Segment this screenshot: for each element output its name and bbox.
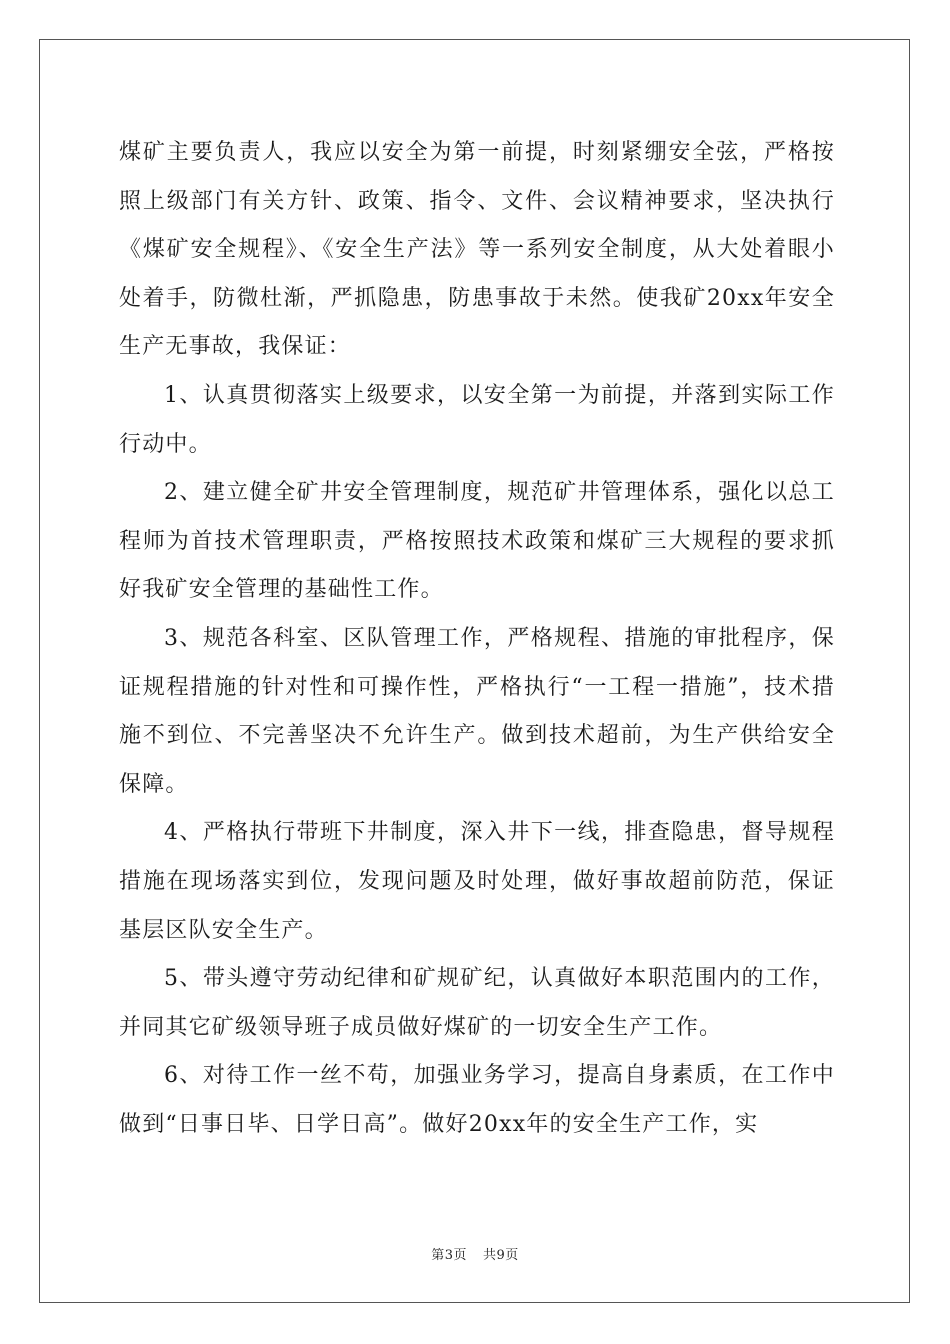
paragraph-item-4: 4、严格执行带班下井制度，深入井下一线，排查隐患，督导规程措施在现场落实到位，发现问题及时处理，做好事故超前防范，保证基层区队安全生产。 <box>119 820 835 943</box>
page-footer <box>0 1244 950 1263</box>
paragraph-item-2: 2、建立健全矿井安全管理制度，规范矿井管理体系，强化以总工程师为首技术管理职责，严格按照技术政策和煤矿三大规程的要求抓好我矿安全管理的基础性工作。 <box>119 480 835 603</box>
paragraph-intro: 煤矿主要负责人，我应以安全为第一前提，时刻紧绷安全弦，严格按照上级部门有关方针、政策、指令、文件、会议精神要求，坚决执行《煤矿安全规程》、《安全生产法》等一系列安全制度，从大处着眼小处着手，防微杜渐，严抓隐患，防患事故于未然。使我矿20xx年安全生产无事故，我保证： <box>119 140 835 360</box>
document-body <box>119 129 835 1149</box>
total-page-count: 共9页 <box>483 1248 519 1263</box>
paragraph-item-5: 5、带头遵守劳动纪律和矿规矿纪，认真做好本职范围内的工作，并同其它矿级领导班子成员做好煤矿的一切安全生产工作。 <box>119 966 835 1040</box>
paragraph-item-6: 6、对待工作一丝不苟，加强业务学习，提高自身素质，在工作中做到“日事日毕、日学日高”。做好20xx年的安全生产工作，实 <box>119 1063 835 1137</box>
current-page-number: 第3页 <box>431 1248 467 1263</box>
paragraph-item-1: 1、认真贯彻落实上级要求，以安全第一为前提，并落到实际工作行动中。 <box>119 382 835 457</box>
paragraph-item-3: 3、规范各科室、区队管理工作，严格规程、措施的审批程序，保证规程措施的针对性和可操作性，严格执行“一工程一措施”，技术措施不到位、不完善坚决不允许生产。做到技术超前，为生产供给安全保障。 <box>119 625 835 797</box>
